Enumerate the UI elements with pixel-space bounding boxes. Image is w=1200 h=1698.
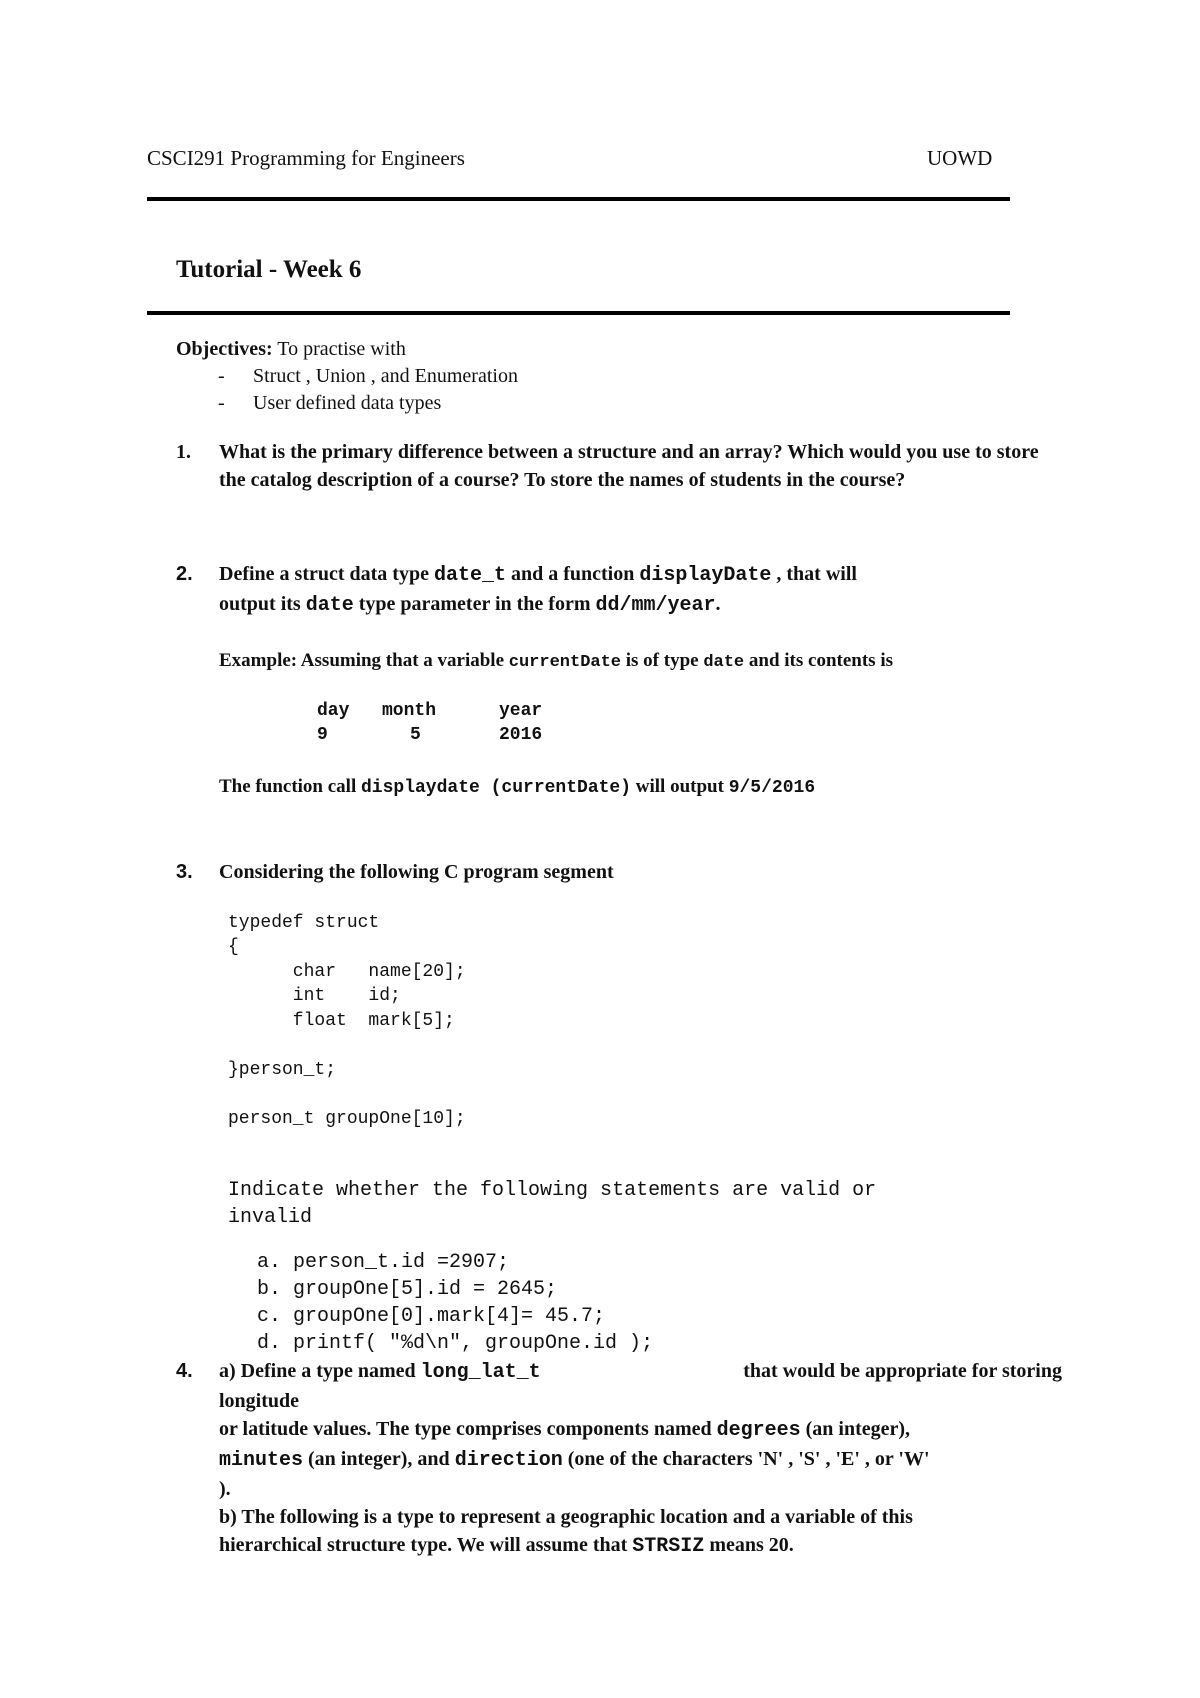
option-b: b. groupOne[5].id = 2645;: [257, 1278, 558, 1301]
code-block: typedef struct { char name[20]; int id; float mark[5]; }person_t; person_t groupOne[10];: [228, 912, 466, 1129]
question-2: 2. Define a struct data type date_t and a function displayDate , that will output its date type parameter in the form dd/mm/year.: [176, 560, 1056, 620]
page-title: Tutorial - Week 6: [176, 256, 362, 283]
option-c: c. groupOne[0].mark[4]= 45.7;: [257, 1305, 606, 1328]
q3-prompt: Indicate whether the following statements are valid or invalid: [228, 1179, 877, 1229]
table-value-day: 9: [317, 725, 328, 745]
table-header-day: day: [317, 701, 350, 721]
question-text: Considering the following C program segment: [219, 861, 614, 883]
objectives-text: To practise with: [272, 338, 406, 360]
header-rule: [147, 197, 1010, 201]
q2-example: Example: Assuming that a variable currentDate is of type date and its contents is: [219, 650, 893, 672]
question-4: 4. a) Define a type named long_lat_t that would be appropriate for storing longitude or latitude values. The type comprises components named degrees (an integer), minutes (an integer), and direction (one of the characters 'N' , 'S' , 'E' , or 'W' ). b) The following is a type to represent a geographic location and a variable of this hierarchical structure type. We will assume that STRSIZ means 20.: [176, 1357, 1062, 1561]
objective-item: - Struct , Union , and Enumeration: [218, 365, 518, 387]
course-title: CSCI291 Programming for Engineers: [147, 146, 465, 170]
question-number: 1.: [176, 441, 191, 463]
objectives-list: [218, 363, 518, 417]
institution-name: UOWD: [927, 146, 993, 170]
question-1: [176, 438, 1056, 494]
table-value-year: 2016: [499, 725, 543, 745]
option-d: d. printf( "%d\n", groupOne.id );: [257, 1332, 654, 1355]
objectives-label: Objectives:: [176, 338, 273, 360]
title-rule: [147, 311, 1010, 315]
objectives: [176, 336, 406, 363]
option-a: a. person_t.id =2907;: [257, 1251, 510, 1274]
table-header-year: year: [499, 701, 543, 721]
table-header-month: month: [382, 701, 437, 721]
question-number: 3.: [176, 861, 193, 883]
question-3: [176, 858, 1056, 886]
objective-item: - User defined data types: [218, 392, 442, 414]
question-number: 2.: [176, 563, 193, 585]
q2-function-call: The function call displaydate (currentDate) will output 9/5/2016: [219, 776, 816, 798]
table-value-month: 5: [410, 725, 421, 745]
question-text: What is the primary difference between a structure and an array? Which would you use to store the catalog description of a course? To store the names of students in the course?: [219, 441, 1039, 491]
question-number: 4.: [176, 1360, 193, 1382]
